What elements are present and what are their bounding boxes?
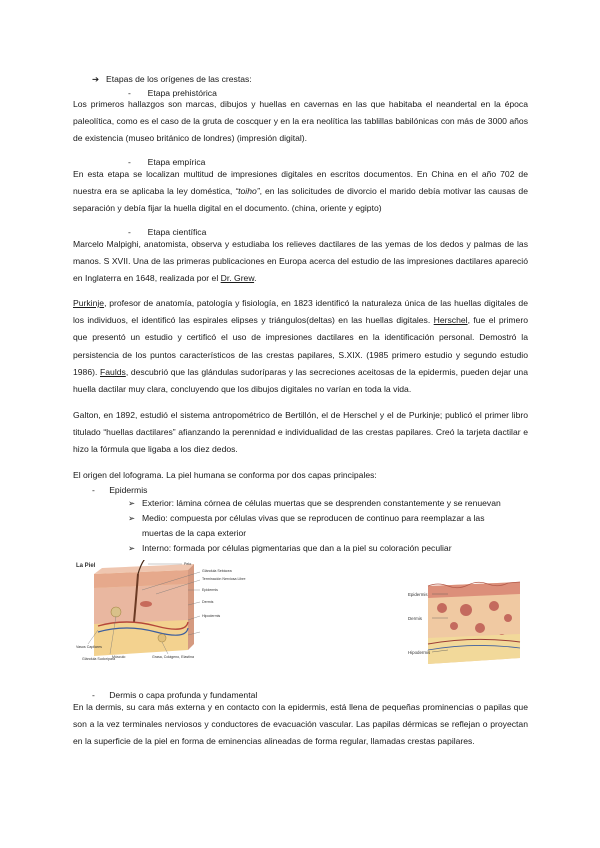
subsection-title: Dermis o capa profunda y fundamental: [109, 690, 258, 700]
figure-label: Dermis: [202, 600, 214, 604]
underlined-name: Herschel: [433, 315, 468, 326]
galton-paragraph: Galton, en 1892, estudió el sistema antropométrico de Bertillón, el de Herschel y el de Purkinje; publicó el primer libro titulado “huellas dactilares” afianzando la perennidad e individualidad de las crestas papilares. Creó la tarjeta dactilar e hizo la fórmula que ligaba a los diez dedos.: [73, 410, 528, 455]
stage-prehistoric-body: Los primeros hallazgos son marcas, dibujos y huellas en cavernas en las que habitaba el neandertal en la época paleolítica, como es el caso de la gruta de coscquer y en la era neolítica las tablillas babilónicas con más de 3000 años de existencia (museo británico de londres) (impresión digital).: [73, 99, 528, 144]
bullet: -: [128, 227, 131, 237]
arrow-bullet-icon: ➢: [128, 543, 136, 553]
figure-title: La Piel: [76, 563, 96, 569]
figure-label: Epidermis: [202, 588, 218, 592]
skin-cross-section-figure: [76, 560, 250, 670]
item-text: Exterior: lámina córnea de células muertas que se desprenden constantemente y se renuevan: [142, 498, 501, 508]
figure-label: Pelo: [184, 562, 192, 566]
skin-layers-figure: [408, 578, 528, 668]
text: , en las solicitudes de divorcio el marido debía motivar las causas de separación y debía fijar la huella digital en el documento. (china, oriente y egipto): [73, 186, 528, 214]
heading-text: Etapas de los orígenes de las crestas:: [106, 74, 252, 84]
subsection-title: Epidermis: [109, 485, 148, 495]
text: , fue el primero que presentó un estudio y certificó el uso de impresiones dactilares en la identificación personal. Demostró la persistencia de los puntos característicos de las crestas papilares, S.XIX. (1985 primero estudio y segundo estudio 1986).: [73, 315, 528, 377]
stage-title: Etapa empírica: [147, 157, 206, 167]
figure-label: Hipodermis: [408, 650, 431, 655]
figure-label: Terminación Nerviosa Libre: [202, 577, 246, 581]
item-text: Medio: compuesta por células vivas que se reproducen de continuo para reemplazar a las: [142, 513, 485, 523]
emphasis-text: “toiho”: [235, 186, 260, 197]
stage-title: Etapa científica: [147, 227, 207, 237]
stage-title: Etapa prehistórica: [147, 88, 217, 98]
text: En esta etapa se localizan multitud de impresiones digitales en escritos documentos. En China en el año 702 de nuestra era se aplicaba la ley doméstica,: [73, 169, 528, 197]
text: Marcelo Malpighi, anatomista, observa y estudiaba los relieves dactilares de las yemas de los dedos y palmas de las manos. S XVII. Una de las primeras publicaciones en Europa acerca del estudio de las impresiones dactilares apareció en Inglaterra en 1648, realizada por el: [73, 239, 528, 284]
underlined-name: Dr. Grew: [220, 273, 255, 284]
text: , profesor de anatomía, patología y fisiología, en 1823 identificó la naturaleza única de las huellas digitales de los individuos, el identificó las espirales elipses y triángulos(deltas) en las huellas digitales.: [73, 298, 528, 326]
text: .: [254, 273, 257, 284]
bullet: -: [92, 690, 95, 700]
stage-scientific-body: [73, 236, 528, 288]
figure-label: Glándula Sebácea: [202, 569, 232, 573]
item-text: muertas de la capa exterior: [142, 528, 247, 538]
figure-label: Músculo: [112, 655, 126, 659]
dermis-body: En la dermis, su cara más externa y en contacto con la epidermis, está llena de pequeñas prominencias o papilas que son a la vez terminales nerviosos y conductores de evacuación vascular. Las papilas dérmicas se reflejan o proyectan en la superficie de la piel en forma de eminencias alineadas de forma regular, llamadas crestas papilares.: [73, 702, 528, 747]
bullet: -: [128, 157, 131, 167]
figure-label: Hipodermis: [202, 614, 221, 618]
underlined-name: Faulds: [100, 366, 126, 377]
bullet: -: [128, 88, 131, 98]
figure-label: Glándula Sudorípara: [82, 657, 116, 661]
figure-label: Grasa, Colágeno, Elastina: [152, 655, 194, 659]
section-heading: [92, 74, 252, 85]
text: , descubrió que las glándulas sudoríparas y las secreciones aceitosas de la epidermis, pueden dejar una huella dactilar muy clara, concluyendo que los dibujos digitales no varían en toda la vida.: [73, 366, 528, 395]
item-text: Interno: formada por células pigmentarias que dan a la piel su coloración peculiar: [142, 543, 452, 553]
underlined-name: Purkinje: [73, 298, 105, 308]
arrow-icon: ➔: [92, 74, 100, 84]
origin-line: El origen del lofograma. La piel humana se conforma por dos capas principales:: [73, 470, 377, 480]
epidermis-item: [128, 540, 452, 557]
bullet: -: [92, 485, 95, 495]
arrow-bullet-icon: ➢: [128, 513, 136, 523]
stage-empirical-body: [73, 166, 528, 218]
figure-label: Dermis: [408, 616, 422, 621]
purkinje-paragraph: [73, 295, 528, 398]
figure-label: Epidermis: [408, 592, 428, 597]
figure-label: Vasos Capilares: [76, 645, 102, 649]
arrow-bullet-icon: ➢: [128, 498, 136, 508]
